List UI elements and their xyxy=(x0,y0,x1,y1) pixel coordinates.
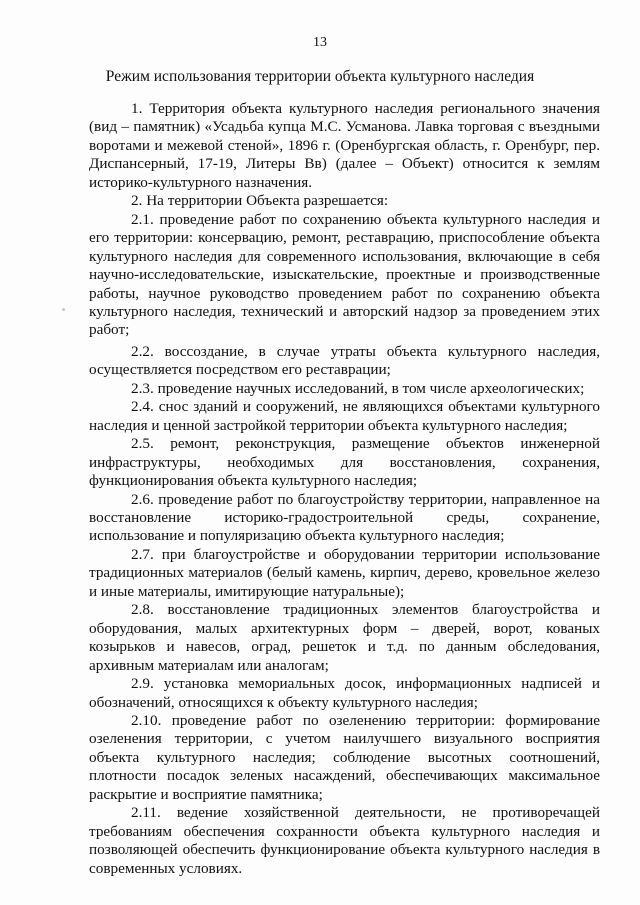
paragraph-2-2: 2.2. воссоздание, в случае утраты объекта культурного наследия, осуществляется посредством его реставрации; xyxy=(89,342,600,379)
paragraph-2-5: 2.5. ремонт, реконструкция, размещение объектов инженерной инфраструктуры, необходимых для восстановления, сохранения, функционирования объекта культурного наследия; xyxy=(89,435,600,490)
paragraph-2-4: 2.4. снос зданий и сооружений, не являющихся объектами культурного наследия и ценной застройкой территории объекта культурного наследия; xyxy=(89,398,600,434)
scan-dot-mark xyxy=(62,308,65,311)
document-body xyxy=(89,100,600,878)
paragraph-2-1: 2.1. проведение работ по сохранению объекта культурного наследия и его территории: консервацию, ремонт, реставрацию, приспособление объекта культурного наследия для современного использования, включающие в себя научно-исследовательские, изыскательские, проектные и производственные работы, научное руководство проведением работ по сохранению объекта культурного наследия, технический и авторский надзор за проведением этих работ; xyxy=(89,210,600,339)
paragraph-2-7: 2.7. при благоустройстве и оборудовании территории использование традиционных материалов (белый камень, кирпич, дерево, кровельное железо и иные материалы, имитирующие натуральные); xyxy=(89,545,600,600)
paragraph-2-10: 2.10. проведение работ по озеленению территории: формирование озеленения территории, с учетом наилучшего визуального восприятия объекта культурного наследия; соблюдение высотных соотношений, плотности посадок зеленых насаждений, обеспечивающих максимальное раскрытие и восприятие памятника; xyxy=(89,711,600,803)
paragraph-2-3: 2.3. проведение научных исследований, в том числе археологических; xyxy=(131,379,585,397)
paragraph-2-11: 2.11. ведение хозяйственной деятельности, не противоречащей требованиям обеспечения сохранности объекта культурного наследия и позволяющей обеспечить функционирование объекта культурного наследия в современных условиях. xyxy=(89,804,600,877)
paragraph-2: 2. На территории Объекта разрешается: xyxy=(131,192,389,210)
paragraph-2-8: 2.8. восстановление традиционных элементов благоустройства и оборудования, малых архитектурных форм – дверей, ворот, кованых козырьков и навесов, оград, решеток и т.д. по данным обследования, архивным материалам или аналогам; xyxy=(89,601,600,674)
page-number: 13 xyxy=(313,35,327,50)
paragraph-2-9: 2.9. установка мемориальных досок, информационных надписей и обозначений, относящихся к объекту культурного наследия; xyxy=(89,675,600,711)
page-title: Режим использования территории объекта культурного наследия xyxy=(105,68,535,85)
paragraph-2-6: 2.6. проведение работ по благоустройству территории, направленное на восстановление историко-градостроительной среды, сохранение, использование и популяризацию объекта культурного наследия; xyxy=(89,490,600,545)
paragraph-1: 1. Территория объекта культурного наследия регионального значения (вид – памятник) «Усадьба купца М.С. Усманова. Лавка торговая с въездными воротами и межевой стеной», 1896 г. (Оренбургская область, г. Оренбург, пер. Диспансерный, 17-19, Литеры Вв) (далее – Объект) относится к землям историко-культурного назначения. xyxy=(89,100,600,191)
